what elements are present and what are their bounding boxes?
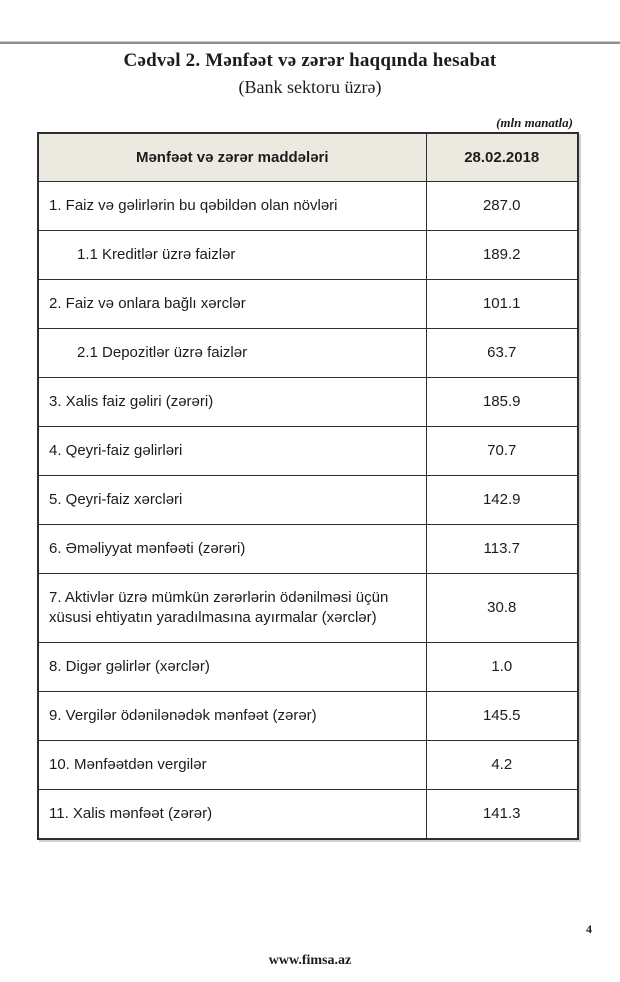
row-label: 10. Mənfəətdən vergilər [38,740,426,789]
row-label: 11. Xalis mənfəət (zərər) [38,789,426,839]
row-label: 8. Digər gəlirlər (xərclər) [38,642,426,691]
column-header-date: 28.02.2018 [426,133,578,181]
row-value: 141.3 [426,789,578,839]
row-label: 4. Qeyri-faiz gəlirləri [38,426,426,475]
table-body [38,181,578,839]
row-label: 1.1 Kreditlər üzrə faizlər [38,230,426,279]
row-value: 63.7 [426,328,578,377]
row-label: 9. Vergilər ödənilənədək mənfəət (zərər) [38,691,426,740]
table-row [38,279,578,328]
row-value: 30.8 [426,573,578,642]
table-row [38,789,578,839]
row-value: 142.9 [426,475,578,524]
row-value: 4.2 [426,740,578,789]
row-value: 189.2 [426,230,578,279]
table-row [38,328,578,377]
row-value: 70.7 [426,426,578,475]
row-label: 3. Xalis faiz gəliri (zərəri) [38,377,426,426]
row-label: 2. Faiz və onlara bağlı xərclər [38,279,426,328]
table-row [38,524,578,573]
table-row [38,573,578,642]
table-row [38,642,578,691]
top-divider-rule [0,41,620,44]
page-subtitle: (Bank sektoru üzrə) [238,77,382,97]
table-row [38,181,578,230]
table-row [38,740,578,789]
row-value: 145.5 [426,691,578,740]
unit-note: (mln manatla) [496,115,573,130]
table-row [38,691,578,740]
profit-loss-table [37,132,579,840]
table-header-row [38,133,578,181]
table-row [38,426,578,475]
row-value: 185.9 [426,377,578,426]
table-row [38,377,578,426]
page-number: 4 [586,922,592,936]
row-label: 6. Əməliyyat mənfəəti (zərəri) [38,524,426,573]
table-row [38,230,578,279]
row-label: 7. Aktivlər üzrə mümkün zərərlərin ödənilməsi üçün xüsusi ehtiyatın yaradılmasına ayırmalar (xərclər) [38,573,426,642]
row-value: 101.1 [426,279,578,328]
row-label: 1. Faiz və gəlirlərin bu qəbildən olan növləri [38,181,426,230]
row-value: 287.0 [426,181,578,230]
page-title: Cədvəl 2. Mənfəət və zərər haqqında hesabat [123,50,497,71]
row-label: 5. Qeyri-faiz xərcləri [38,475,426,524]
row-value: 1.0 [426,642,578,691]
footer-url: www.fimsa.az [268,953,352,968]
table-row [38,475,578,524]
row-value: 113.7 [426,524,578,573]
row-label: 2.1 Depozitlər üzrə faizlər [38,328,426,377]
column-header-items: Mənfəət və zərər maddələri [38,133,426,181]
